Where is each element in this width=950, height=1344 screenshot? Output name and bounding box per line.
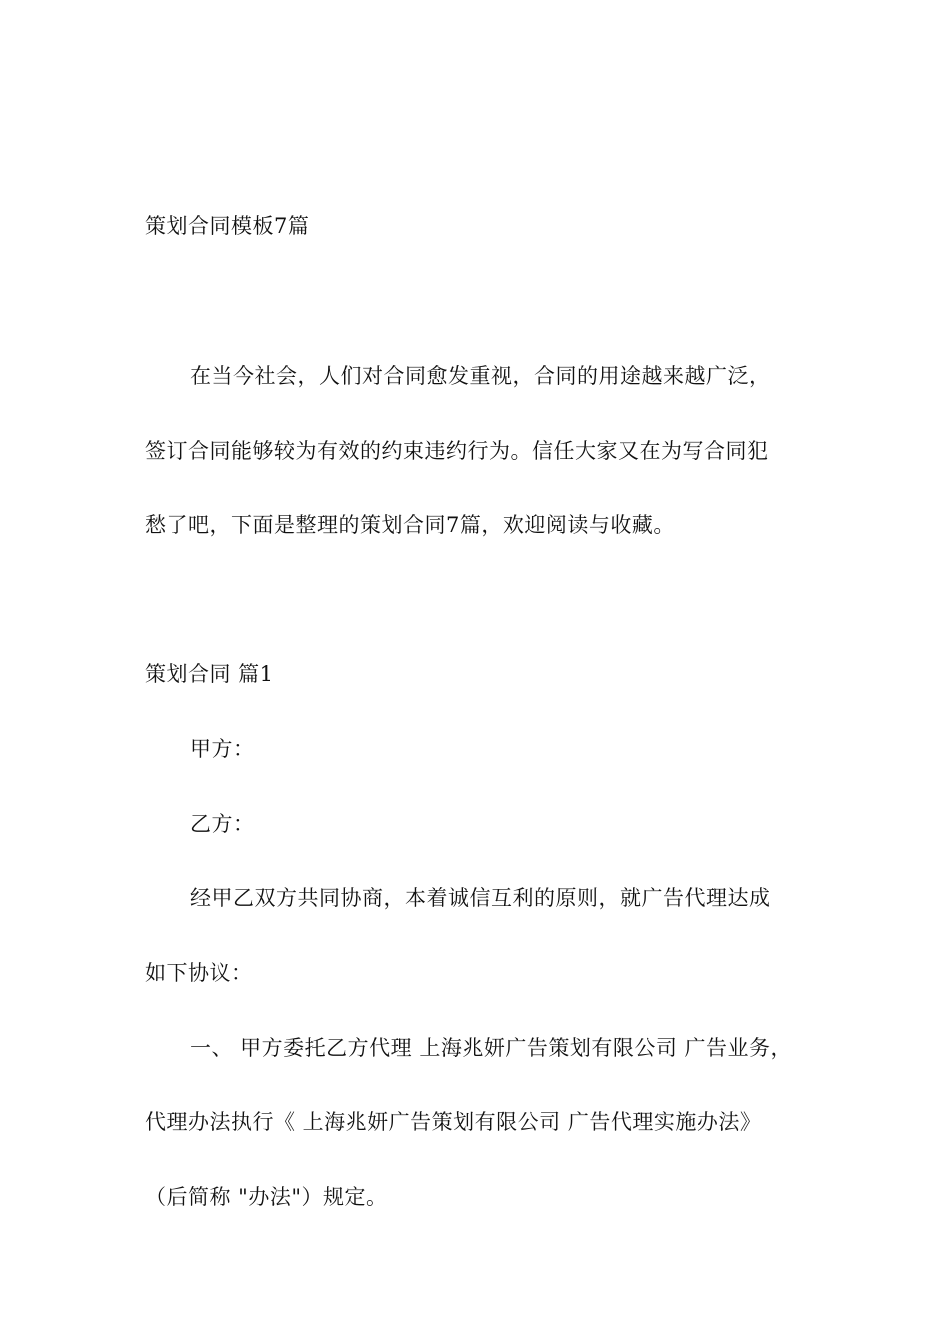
paragraph-line: 经甲乙双方共同协商，本着诚信互利的原则，就广告代理达成	[190, 886, 771, 910]
clause-1-line-3: （后简称 "办法"）规定。	[145, 1185, 388, 1209]
intro-line-2: 签订合同能够较为有效的约束违约行为。信任大家又在为写合同犯	[145, 439, 769, 463]
party-b-label: 乙方：	[190, 812, 255, 836]
section-heading: 策划合同 篇1	[145, 662, 274, 686]
party-a-label: 甲方：	[190, 737, 255, 761]
intro-line-1: 在当今社会，人们对合同愈发重视，合同的用途越来越广泛，	[190, 364, 771, 388]
clause-1-line-2: 代理办法执行《 上海兆妍广告策划有限公司 广告代理实施办法》	[145, 1110, 762, 1134]
clause-1-line-1: 一、 甲方委托乙方代理 上海兆妍广告策划有限公司 广告业务，	[190, 1036, 793, 1060]
document-title: 策划合同模板7篇	[145, 214, 310, 238]
paragraph-line: 如下协议：	[145, 961, 253, 985]
intro-line-3: 愁了吧，下面是整理的策划合同7篇，欢迎阅读与收藏。	[145, 513, 675, 537]
